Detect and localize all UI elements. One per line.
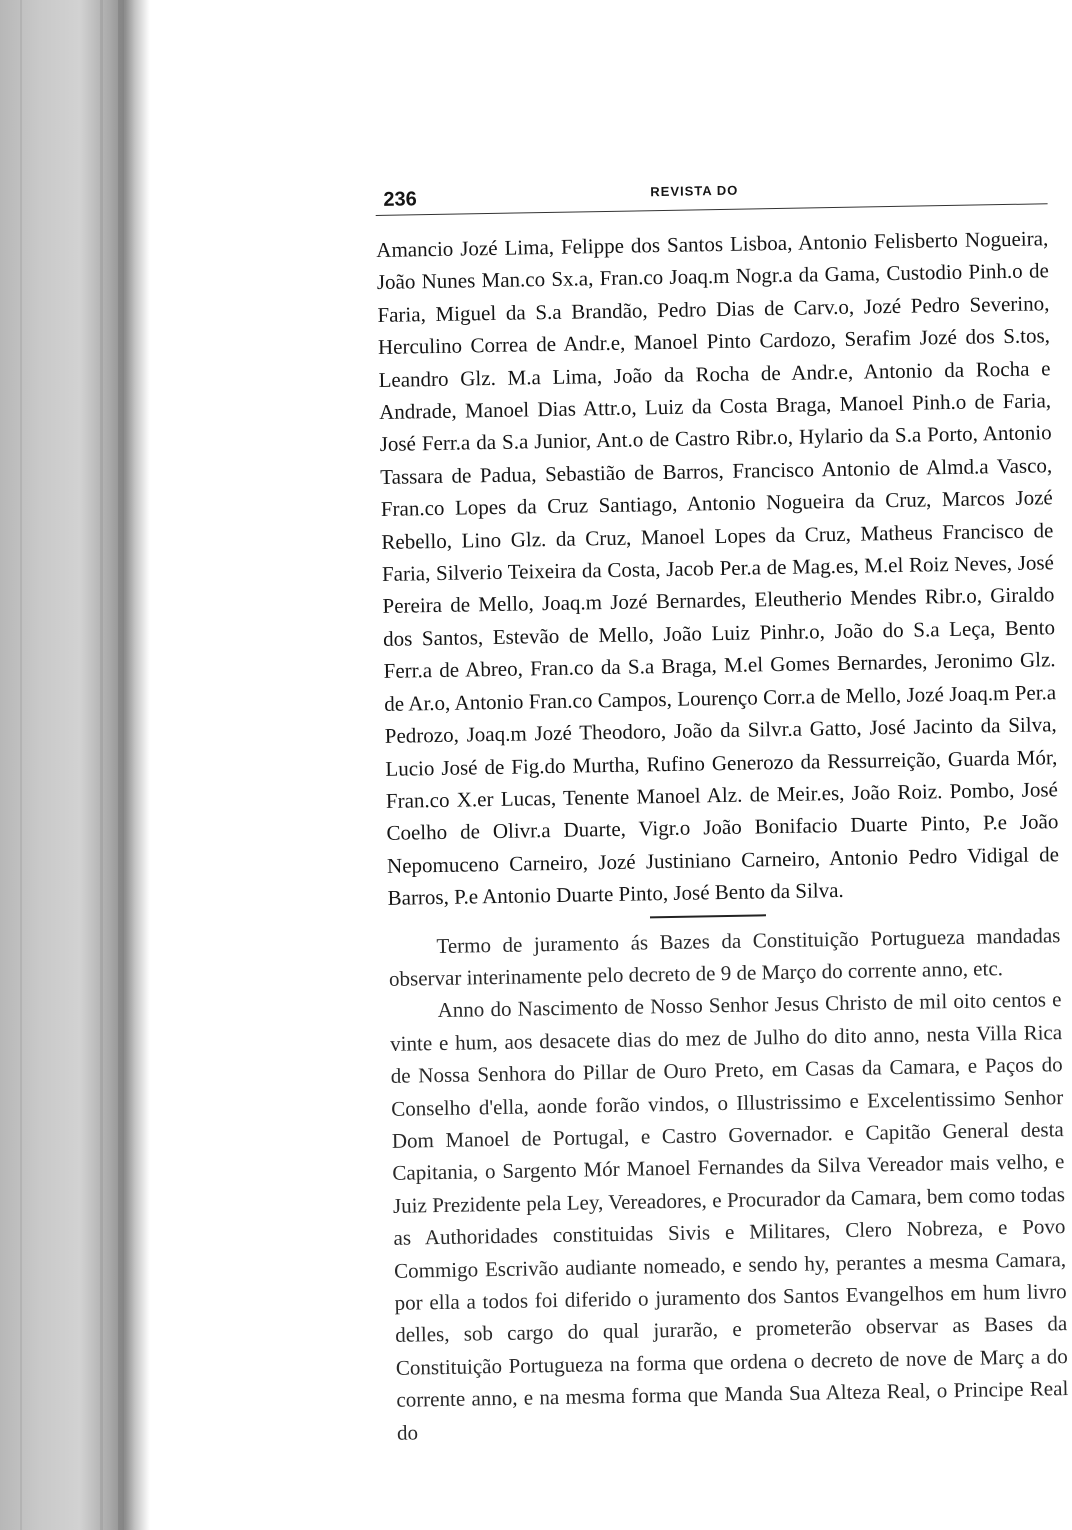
- gutter-streak: [20, 0, 22, 1530]
- name-list-paragraph: Amancio Jozé Lima, Felippe dos Santos Lisboa, Antonio Felisberto Nogueira, João Nunes Man.co Sx.a, Fran.co Joaq.m Nogr.a da Gama, Custodio Pinh.o de Faria, Miguel da S.a Brandão, Pedro Dias de Carv.o, Jozé Pedro Severino, Herculino Correa de Andr.e, Manoel Pinto Cardozo, Serafim Jozé dos S.tos, Leandro Glz. M.a Lima, João da Rocha de Andr.e, Antonio da Rocha e Andrade, Manoel Dias Attr.o, Luiz da Costa Braga, Manoel Pinh.o de Faria, José Ferr.a da S.a Junior, Ant.o de Castro Ribr.o, Hylario da S.a Porto, Antonio Tassara de Padua, Sebastião de Barros, Francisco Antonio de Almd.a Vasco, Fran.co Lopes da Cruz Santiago, Antonio Nogueira da Cruz, Marcos Jozé Rebello, Lino Glz. da Cruz, Manoel Lopes da Cruz, Matheus Francisco de Faria, Silverio Teixeira da Costa, Jacob Per.a de Mag.es, M.el Roiz Neves, José Pereira de Mello, Joaq.m Jozé Bernardes, Eleutherio Mendes Ribr.o, Giraldo dos Santos, Estevão de Mello, João Luiz Pinhr.o, João do S.a Leça, Bento Ferr.a de Abreo, Fran.co da S.a Braga, M.el Gomes Bernardes, Jeronimo Glz. de Ar.o, Antonio Fran.co Campos, Lourenço Corr.a de Mello, Jozé Joaq.m Per.a Pedrozo, Joaq.m Jozé Theodoro, João da Silvr.a Gatto, José Jacinto da Silva, Lucio José de Fig.do Murtha, Rufino Generozo da Ressurreição, Guarda Mór, Fran.co X.er Lucas, Tenente Manoel Alz. de Meir.es, João Roiz. Pombo, José Coelho de Olivr.a Duarte, Vigr.o João Bonifacio Duarte Pinto, P.e João Nepomuceno Carneiro, Jozé Justiniano Carneiro, Antonio Pedro Vidigal de Barros, P.e Antonio Duarte Pinto, José Bento da Silva.: [376, 226, 1060, 911]
- book-gutter-shadow: [0, 0, 150, 1530]
- body-paragraph: Anno do Nascimento de Nosso Senhor Jesus Christo de mil oito centos e vinte e hum, aos desacete dias do mez de Julho do dito anno, nesta Villa Rica de Nossa Senhora do Pillar de Ouro Preto, em Casas da Camara, e Paços do Conselho d'ella, aonde forão vindos, o Illustrissimo e Excelentissimo Senhor Dom Manoel de Portugal, e Castro Governador. e Capitão General desta Capitania, o Sargento Mór Manoel Fernandes da Silva Vereador mais velho, e Juiz Prezidente pela Ley, Vereadores, e Procurador da Camara, bem como todas as Authoridades constituidas Sivis e Militares, Clero Nobreza, e Povo Commigo Escrivão audiante nomeado, e sendo hy, perantes a mesma Camara, por ella a todos foi diferido o juramento dos Santos Evangelhos em hum livro delles, sob cargo do qual jurarão, e prometerão observar as Bases da Constituição Portugueza na forma que ordena o decreto de nove de Març a do corrente anno, e na mesma forma que Manda Sua Alteza Real, o Principe Real do: [389, 987, 1069, 1445]
- book-page: [375, 163, 1069, 1449]
- section-heading-paragraph: Termo de juramento ás Bazes da Constituição Portugueza mandadas observar interinamente pelo decreto de 9 de Março do corrente anno, etc.: [388, 922, 1061, 991]
- gutter-streak: [100, 0, 103, 1530]
- running-head: [375, 163, 1048, 216]
- page-number: 236: [383, 188, 417, 211]
- gutter-streak: [118, 0, 124, 1530]
- running-head-title: REVISTA DO: [650, 182, 739, 200]
- short-rule: [650, 914, 766, 918]
